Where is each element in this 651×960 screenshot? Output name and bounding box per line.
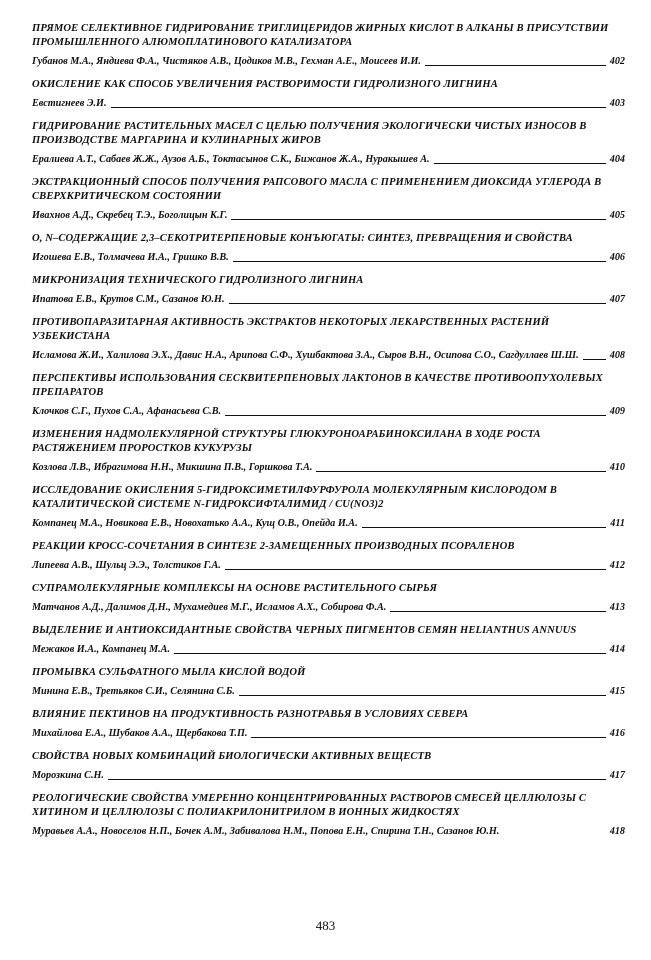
- entry-title: ИССЛЕДОВАНИЕ ОКИСЛЕНИЯ 5-ГИДРОКСИМЕТИЛФУРФУРОЛА МОЛЕКУЛЯРНЫМ КИСЛОРОДОМ В КАТАЛИТИЧЕСКОЙ СИСТЕМЕ N-ГИДРОКСИФТАЛИМИД / CU(NO3)2: [32, 485, 557, 510]
- entry-authors-line: [32, 825, 625, 839]
- entry-authors-line: [32, 769, 625, 783]
- dot-leader: [108, 779, 606, 780]
- entry-title: РЕАКЦИИ КРОСС-СОЧЕТАНИЯ В СИНТЕЗЕ 2-ЗАМЕЩЕННЫХ ПРОИЗВОДНЫХ ПСОРАЛЕНОВ: [32, 541, 515, 552]
- entry-title: МИКРОНИЗАЦИЯ ТЕХНИЧЕСКОГО ГИДРОЛИЗНОГО ЛИГНИНА: [32, 275, 364, 286]
- toc-entry[interactable]: [32, 316, 625, 363]
- entry-page-number: 403: [609, 98, 625, 109]
- entry-page-number: 404: [609, 154, 625, 165]
- entry-authors: Исламова Ж.И., Халилова Э.Х., Давис Н.А., Арипова С.Ф., Хушбактова З.А., Сыров В.Н., Осипова С.О., Сагдуллаев Ш.Ш.: [32, 350, 579, 361]
- entry-authors: Козлова Л.В., Ибрагимова Н.Н., Микшина П.В., Горшкова Т.А.: [32, 462, 313, 473]
- dot-leader: [231, 219, 605, 220]
- dot-leader: [316, 471, 605, 472]
- entry-title: СВОЙСТВА НОВЫХ КОМБИНАЦИЙ БИОЛОГИЧЕСКИ АКТИВНЫХ ВЕЩЕСТВ: [32, 751, 432, 762]
- entry-page-number: 411: [610, 518, 625, 529]
- toc-entry[interactable]: [32, 624, 625, 657]
- toc-entry[interactable]: [32, 666, 625, 699]
- entry-authors-line: [32, 153, 625, 167]
- entry-authors-line: [32, 601, 625, 615]
- entry-page-number: 413: [609, 602, 625, 613]
- entry-title: ПЕРСПЕКТИВЫ ИСПОЛЬЗОВАНИЯ СЕСКВИТЕРПЕНОВЫХ ЛАКТОНОВ В КАЧЕСТВЕ ПРОТИВООПУХОЛЕВЫХ ПРЕПАРАТОВ: [32, 373, 603, 398]
- entry-title: ПРОМЫВКА СУЛЬФАТНОГО МЫЛА КИСЛОЙ ВОДОЙ: [32, 667, 306, 678]
- entry-authors: Клочков С.Г., Пухов С.А., Афанасьева С.В.: [32, 406, 222, 417]
- entry-title: ПРОТИВОПАРАЗИТАРНАЯ АКТИВНОСТЬ ЭКСТРАКТОВ НЕКОТОРЫХ ЛЕКАРСТВЕННЫХ РАСТЕНИЙ УЗБЕКИСТАНА: [32, 317, 550, 342]
- entry-authors-line: [32, 559, 625, 573]
- dot-leader: [233, 261, 606, 262]
- entry-authors-line: [32, 685, 625, 699]
- dot-leader: [225, 415, 606, 416]
- dot-leader: [111, 107, 606, 108]
- entry-authors-line: [32, 461, 625, 475]
- entry-page-number: 412: [609, 560, 625, 571]
- entry-authors: Минина Е.В., Третьяков С.И., Селянина С.Б.: [32, 686, 235, 697]
- entry-authors-line: [32, 251, 625, 265]
- entry-title: ОКИСЛЕНИЕ КАК СПОСОБ УВЕЛИЧЕНИЯ РАСТВОРИМОСТИ ГИДРОЛИЗНОГО ЛИГНИНА: [32, 79, 498, 90]
- toc-entry[interactable]: [32, 232, 625, 265]
- page-number: 483: [315, 918, 336, 933]
- dot-leader: [229, 303, 606, 304]
- entry-title: РЕОЛОГИЧЕСКИЕ СВОЙСТВА УМЕРЕННО КОНЦЕНТРИРОВАННЫХ РАСТВОРОВ СМЕСЕЙ ЦЕЛЛЮЛОЗЫ С ХИТИНОМ И ЦЕЛЛЮЛОЗЫ С ПОЛИАКРИЛОНИТРИЛОМ В ИОННЫХ ЖИДКОСТЯХ: [32, 793, 586, 818]
- entry-authors-line: [32, 517, 625, 531]
- entry-page-number: 414: [609, 644, 625, 655]
- entry-authors: Морозкина С.Н.: [32, 770, 104, 781]
- entry-title: ВЫДЕЛЕНИЕ И АНТИОКСИДАНТНЫЕ СВОЙСТВА ЧЕРНЫХ ПИГМЕНТОВ СЕМЯН HELIANTHUS ANNUUS: [32, 625, 577, 636]
- entry-page-number: 417: [609, 770, 625, 781]
- entry-page-number: 409: [609, 406, 625, 417]
- entry-title: О, N–СОДЕРЖАЩИЕ 2,3–СЕКОТРИТЕРПЕНОВЫЕ КОНЪЮГАТЫ: СИНТЕЗ, ПРЕВРАЩЕНИЯ И СВОЙСТВА: [32, 233, 573, 244]
- entry-page-number: 418: [609, 826, 625, 837]
- entry-title: ГИДРИРОВАНИЕ РАСТИТЕЛЬНЫХ МАСЕЛ С ЦЕЛЬЮ ПОЛУЧЕНИЯ ЭКОЛОГИЧЕСКИ ЧИСТЫХ ИЗНОСОВ В ПРОИЗВОДСТВЕ МАРГАРИНА И КУЛИНАРНЫХ ЖИРОВ: [32, 121, 587, 146]
- entry-page-number: 402: [609, 56, 625, 67]
- toc-entry[interactable]: [32, 540, 625, 573]
- toc-entry[interactable]: [32, 22, 625, 69]
- toc-entry[interactable]: [32, 708, 625, 741]
- entry-authors: Матчанов А.Д., Далимов Д.Н., Мухамедиев М.Г., Исламов А.Х., Собирова Ф.А.: [32, 602, 387, 613]
- table-of-contents: [32, 22, 625, 848]
- entry-authors-line: [32, 97, 625, 111]
- entry-authors: Игошева Е.В., Толмачева И.А., Гришко В.В.: [32, 252, 229, 263]
- entry-page-number: 415: [609, 686, 625, 697]
- toc-entry[interactable]: [32, 428, 625, 475]
- entry-authors-line: [32, 643, 625, 657]
- entry-title: СУПРАМОЛЕКУЛЯРНЫЕ КОМПЛЕКСЫ НА ОСНОВЕ РАСТИТЕЛЬНОГО СЫРЬЯ: [32, 583, 438, 594]
- toc-entry[interactable]: [32, 372, 625, 419]
- dot-leader: [362, 527, 607, 528]
- toc-entry[interactable]: [32, 792, 625, 839]
- entry-page-number: 410: [609, 462, 625, 473]
- entry-page-number: 406: [609, 252, 625, 263]
- entry-authors: Ералиева А.Т., Сабаев Ж.Ж., Аузов А.Б., Токтасынов С.К., Бижанов Ж.А., Нуракышев А.: [32, 154, 430, 165]
- dot-leader: [425, 65, 606, 66]
- dot-leader: [174, 653, 606, 654]
- entry-authors: Ивахнов А.Д., Скребец Т.Э., Боголицын К.Г.: [32, 210, 228, 221]
- entry-authors: Липеева А.В., Шульц Э.Э., Толстиков Г.А.: [32, 560, 221, 571]
- entry-authors: Михайлова Е.А., Шубаков А.А., Щербакова Т.П.: [32, 728, 248, 739]
- dot-leader: [251, 737, 605, 738]
- entry-authors-line: [32, 55, 625, 69]
- dot-leader: [583, 359, 606, 360]
- dot-leader: [434, 163, 606, 164]
- entry-authors-line: [32, 405, 625, 419]
- entry-authors: Евстигнеев Э.И.: [32, 98, 107, 109]
- toc-entry[interactable]: [32, 176, 625, 223]
- toc-entry[interactable]: [32, 120, 625, 167]
- dot-leader: [225, 569, 606, 570]
- toc-entry[interactable]: [32, 750, 625, 783]
- entry-page-number: 416: [609, 728, 625, 739]
- entry-page-number: 405: [609, 210, 625, 221]
- entry-title: ЭКСТРАКЦИОННЫЙ СПОСОБ ПОЛУЧЕНИЯ РАПСОВОГО МАСЛА С ПРИМЕНЕНИЕМ ДИОКСИДА УГЛЕРОДА В СВЕРХКРИТИЧЕСКОМ СОСТОЯНИИ: [32, 177, 602, 202]
- dot-leader: [239, 695, 606, 696]
- entry-page-number: 408: [609, 350, 625, 361]
- dot-leader: [390, 611, 605, 612]
- toc-entry[interactable]: [32, 582, 625, 615]
- entry-authors-line: [32, 209, 625, 223]
- entry-authors-line: [32, 727, 625, 741]
- entry-authors: Ипатова Е.В., Крутов С.М., Сазанов Ю.Н.: [32, 294, 225, 305]
- toc-entry[interactable]: [32, 274, 625, 307]
- entry-authors: Муравьев А.А., Новоселов Н.П., Бочек А.М., Забивалова Н.М., Попова Е.Н., Спирина Т.Н., Сазанов Ю.Н.: [32, 826, 500, 837]
- toc-entry[interactable]: [32, 78, 625, 111]
- entry-authors: Компанец М.А., Новикова Е.В., Новохатько А.А., Кущ О.В., Опейда И.А.: [32, 518, 358, 529]
- entry-authors: Межаков И.А., Компанец М.А.: [32, 644, 171, 655]
- entry-authors: Губанов М.А., Яндиева Ф.А., Чистяков А.В., Цодиков М.В., Гехман А.Е., Моисеев И.И.: [32, 56, 421, 67]
- entry-authors-line: [32, 349, 625, 363]
- entry-title: ВЛИЯНИЕ ПЕКТИНОВ НА ПРОДУКТИВНОСТЬ РАЗНОТРАВЬЯ В УСЛОВИЯХ СЕВЕРА: [32, 709, 469, 720]
- toc-entry[interactable]: [32, 484, 625, 531]
- entry-page-number: 407: [609, 294, 625, 305]
- entry-title: ИЗМЕНЕНИЯ НАДМОЛЕКУЛЯРНОЙ СТРУКТУРЫ ГЛЮКУРОНОАРАБИНОКСИЛАНА В ХОДЕ РОСТА РАСТЯЖЕНИЕМ ПРОРОСТКОВ КУКУРУЗЫ: [32, 429, 541, 454]
- entry-authors-line: [32, 293, 625, 307]
- entry-title: ПРЯМОЕ СЕЛЕКТИВНОЕ ГИДРИРОВАНИЕ ТРИГЛИЦЕРИДОВ ЖИРНЫХ КИСЛОТ В АЛКАНЫ В ПРИСУТСТВИИ ПРОМЫШЛЕННОГО АЛЮМОПЛАТИНОВОГО КАТАЛИЗАТОРА: [32, 23, 609, 48]
